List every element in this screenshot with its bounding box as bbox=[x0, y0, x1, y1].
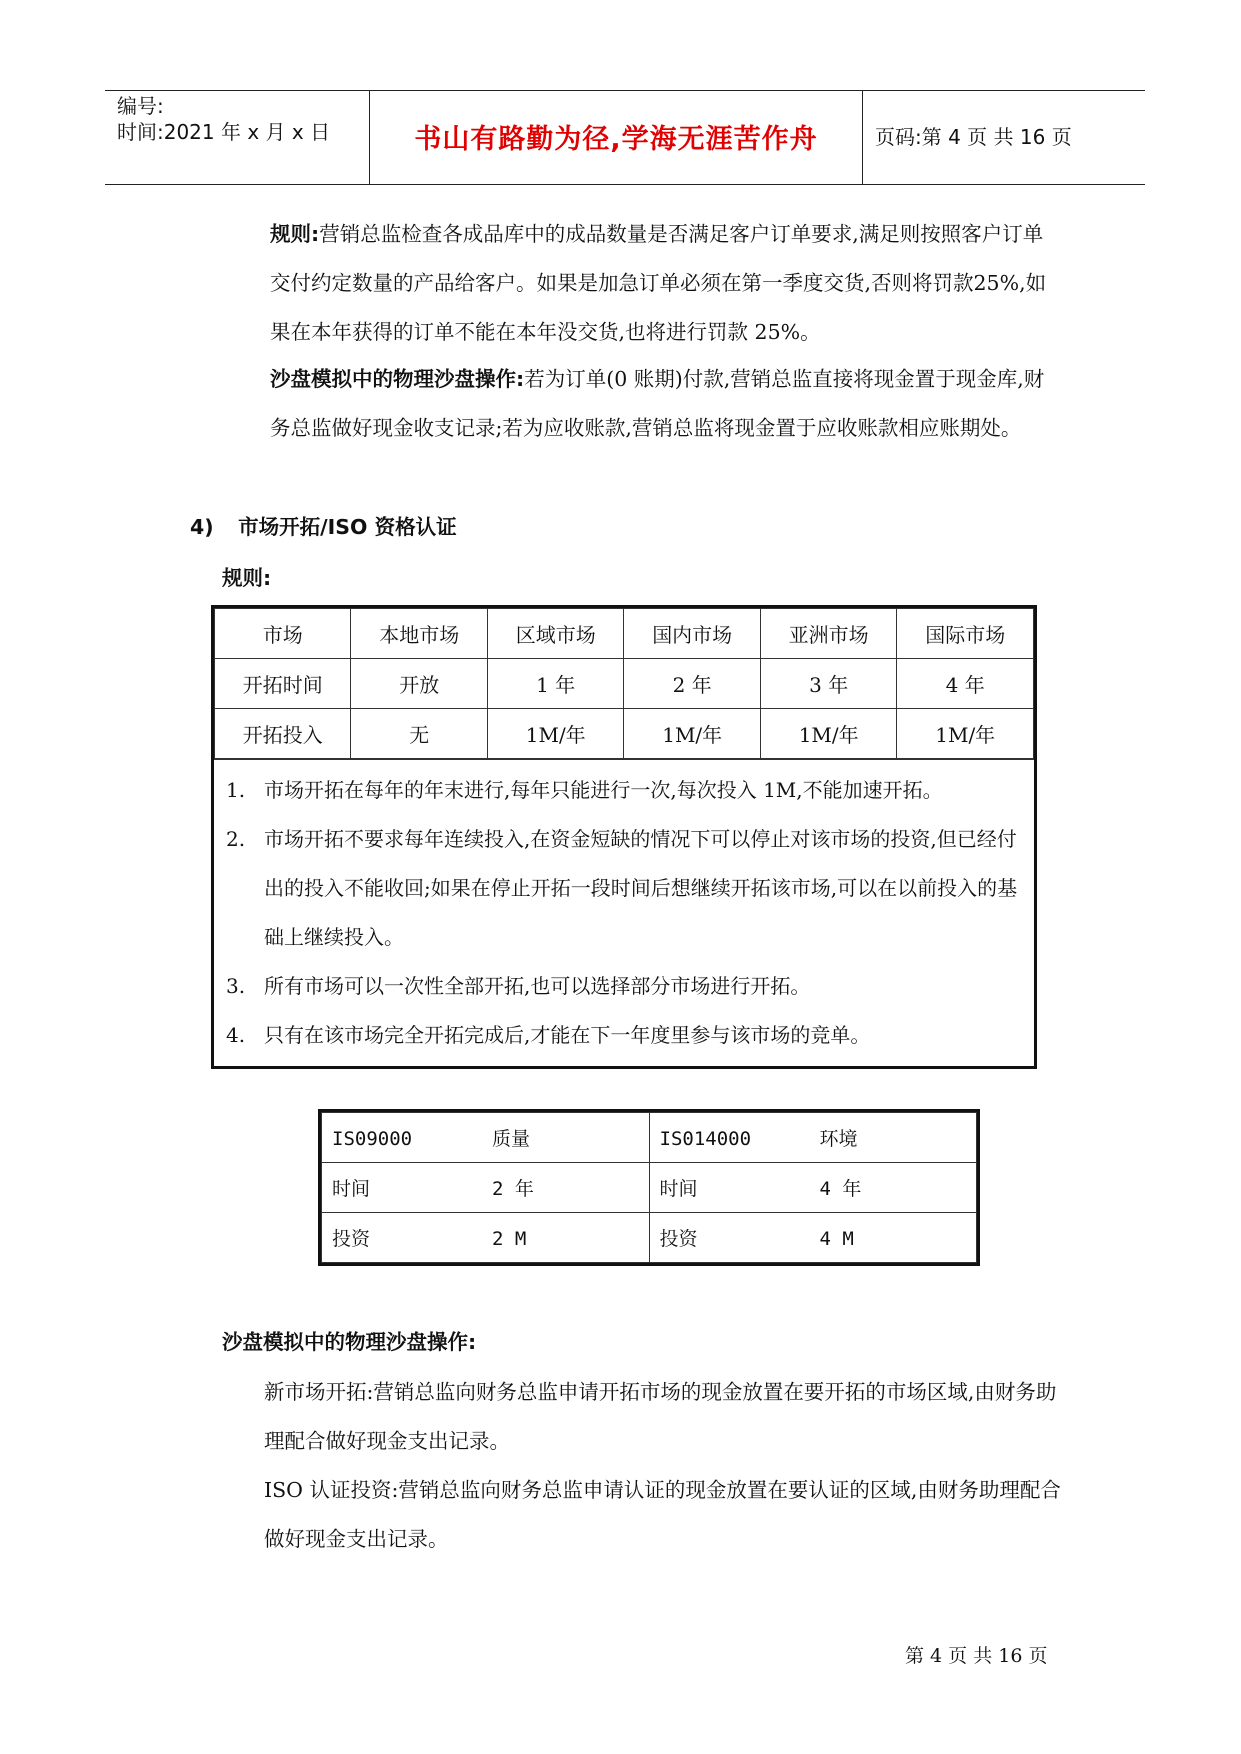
table-cell: 3 年 bbox=[760, 659, 896, 709]
table-cell: 1M/年 bbox=[760, 709, 896, 759]
table-cell: IS09000 质量 bbox=[322, 1113, 650, 1163]
table-cell: 时间 4 年 bbox=[649, 1163, 977, 1213]
header-motto: 书山有路勤为径,学海无涯苦作舟 bbox=[414, 124, 818, 155]
rules-text: 营销总监检查各成品库中的成品数量是否满足客户订单要求,满足则按照客户订单交付约定数量的产品给客户。如果是加急订单必须在第一季度交货,否则将罚款25%,如果在本年获得的订单不能在本年没交货,也将进行罚款 25%。 bbox=[270, 222, 1047, 344]
table-cell: 区域市场 bbox=[487, 609, 623, 659]
sandbox-text: 若为订单(0 账期)付款,营销总监直接将现金置于现金库,财务总监做好现金收支记录;若为应收账款,营销总监将现金置于应收账款相应账期处。 bbox=[270, 367, 1045, 440]
header-meta bbox=[117, 93, 330, 145]
ops-heading: 沙盘模拟中的物理沙盘操作: bbox=[222, 1330, 477, 1354]
table-row bbox=[322, 1163, 977, 1213]
table-cell: 市场 bbox=[215, 609, 351, 659]
table-cell: 国内市场 bbox=[624, 609, 760, 659]
section-number: 4) bbox=[190, 515, 214, 539]
table-row bbox=[215, 709, 1034, 759]
rules-paragraph bbox=[228, 210, 1061, 357]
table-cell: 4 年 bbox=[897, 659, 1034, 709]
table-row bbox=[322, 1113, 977, 1163]
table-row bbox=[322, 1213, 977, 1263]
table-cell: 开放 bbox=[351, 659, 487, 709]
section-rules-label: 规则: bbox=[222, 566, 272, 590]
table-cell: 无 bbox=[351, 709, 487, 759]
header-page-label: 页码:第 4 页 共 16 页 bbox=[875, 125, 1072, 149]
table-cell: IS014000 环境 bbox=[649, 1113, 977, 1163]
iso-table bbox=[318, 1109, 980, 1266]
table-cell: 投资 2 M bbox=[322, 1213, 650, 1263]
time-label: 时间:2021 年 x 月 x 日 bbox=[117, 120, 331, 144]
list-item: 4. 只有在该市场完全开拓完成后,才能在下一年度里参与该市场的竞单。 bbox=[226, 1023, 871, 1047]
table-cell: 1M/年 bbox=[487, 709, 623, 759]
table-cell: 1M/年 bbox=[897, 709, 1034, 759]
market-notes bbox=[214, 759, 1034, 1066]
rules-label: 规则: bbox=[270, 222, 320, 246]
table-cell: 开拓时间 bbox=[215, 659, 351, 709]
ops-paragraph-2: ISO 认证投资:营销总监向财务总监申请认证的现金放置在要认证的区域,由财务助理配合做好现金支出记录。 bbox=[264, 1478, 1061, 1551]
market-table bbox=[211, 605, 1037, 1069]
section-title: 市场开拓/ISO 资格认证 bbox=[238, 515, 457, 539]
list-item: 3. 所有市场可以一次性全部开拓,也可以选择部分市场进行开拓。 bbox=[226, 974, 811, 998]
table-cell: 1M/年 bbox=[624, 709, 760, 759]
sandbox-label: 沙盘模拟中的物理沙盘操作: bbox=[270, 367, 525, 391]
page-footer: 第 4 页 共 16 页 bbox=[905, 1645, 1048, 1667]
table-row bbox=[215, 659, 1034, 709]
table-cell: 时间 2 年 bbox=[322, 1163, 650, 1213]
page-header bbox=[105, 90, 1145, 185]
table-cell: 2 年 bbox=[624, 659, 760, 709]
list-item: 2. 市场开拓不要求每年连续投入,在资金短缺的情况下可以停止对该市场的投资,但已经付出的投入不能收回;如果在停止开拓一段时间后想继续开拓该市场,可以在以前投入的基础上继续投入。 bbox=[226, 827, 1018, 949]
section-heading bbox=[190, 510, 457, 540]
table-row bbox=[215, 609, 1034, 659]
number-label: 编号: bbox=[117, 94, 164, 118]
table-cell: 1 年 bbox=[487, 659, 623, 709]
table-cell: 国际市场 bbox=[897, 609, 1034, 659]
header-divider bbox=[862, 91, 863, 184]
table-cell: 投资 4 M bbox=[649, 1213, 977, 1263]
ops-paragraph-1: 新市场开拓:营销总监向财务总监申请开拓市场的现金放置在要开拓的市场区域,由财务助理配合做好现金支出记录。 bbox=[264, 1380, 1057, 1453]
table-cell: 亚洲市场 bbox=[760, 609, 896, 659]
table-cell: 本地市场 bbox=[351, 609, 487, 659]
table-cell: 开拓投入 bbox=[215, 709, 351, 759]
list-item: 1. 市场开拓在每年的年末进行,每年只能进行一次,每次投入 1M,不能加速开拓。 bbox=[226, 778, 943, 802]
sandbox-paragraph bbox=[228, 355, 1061, 453]
